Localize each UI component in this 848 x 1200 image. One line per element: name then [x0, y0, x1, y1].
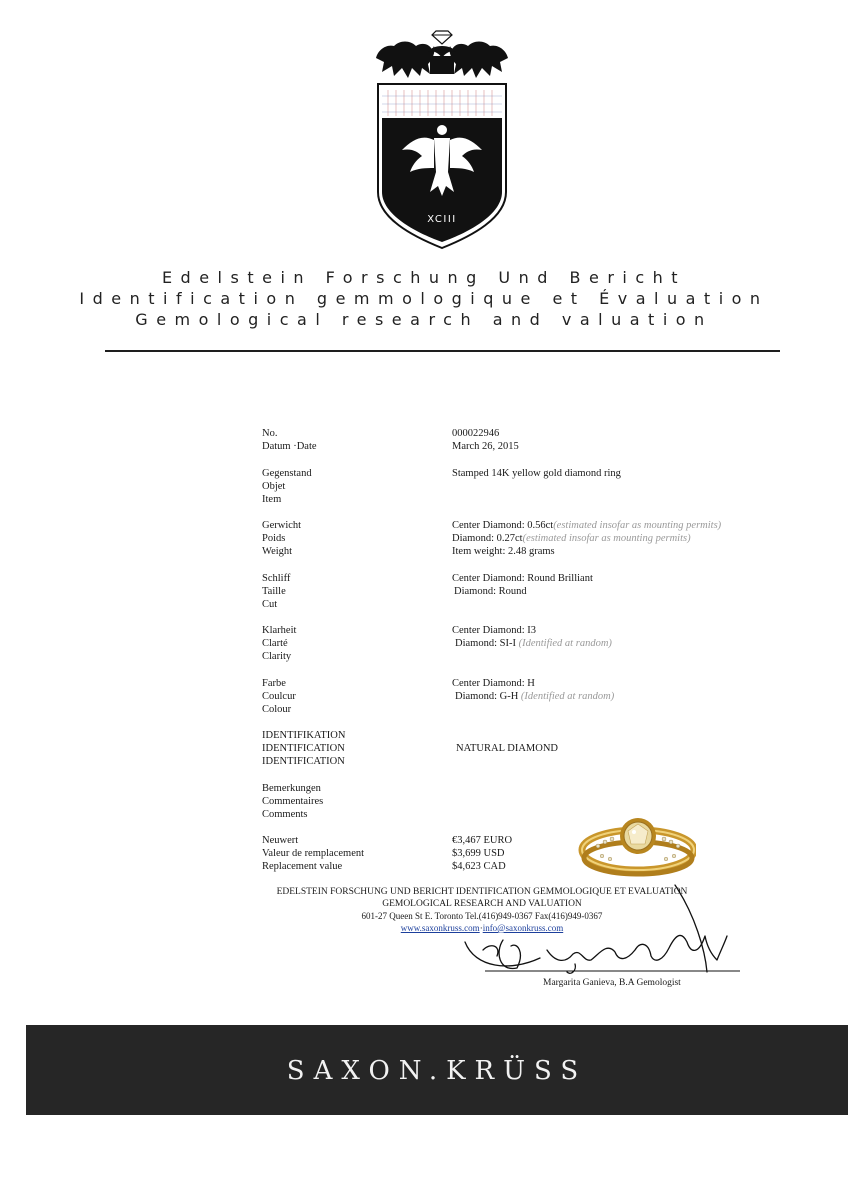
- label-number: No.: [262, 428, 278, 439]
- brand-name: SAXON.KRÜSS: [286, 1056, 588, 1086]
- label-colour-fr: Coulcur: [262, 691, 296, 702]
- title-english: Gemological research and valuation: [135, 310, 713, 329]
- label-value-de: Neuwert: [262, 835, 299, 846]
- label-comments-fr: Commentaires: [262, 796, 324, 807]
- header-divider: [105, 350, 780, 352]
- clarity-diamond: Diamond: SI-I: [455, 638, 516, 649]
- signatory-name: Margarita Ganieva, B.A Gemologist: [543, 978, 681, 988]
- value-usd: $3,699 USD: [452, 848, 505, 859]
- clarity-diamond-row: [455, 637, 612, 650]
- contact-separator: ·: [479, 923, 483, 933]
- label-weight-fr: Poids: [262, 533, 286, 544]
- clarity-note: (Identified at random): [518, 638, 612, 649]
- report-number: 000022946: [452, 428, 500, 439]
- weight-diamond: Diamond: 0.27ct: [452, 533, 523, 544]
- value-euro: €3,467 EURO: [452, 835, 513, 846]
- weight-center-row: [452, 519, 721, 532]
- crest-logo-icon: [372, 22, 512, 252]
- label-date: Datum ·Date: [262, 441, 317, 452]
- identification-value: NATURAL DIAMOND: [456, 743, 558, 754]
- crest-numeral: XCIII: [427, 214, 457, 225]
- weight-diamond-row: [452, 532, 691, 545]
- label-identification-fr: IDENTIFICATION: [262, 743, 345, 754]
- label-cut-de: Schliff: [262, 573, 291, 584]
- colour-center: Center Diamond: H: [452, 678, 535, 689]
- footer-address: 601-27 Queen St E. Toronto Tel.(416)949-0367 Fax(416)949-0367: [361, 911, 603, 921]
- weight-item: Item weight: 2.48 grams: [452, 546, 555, 557]
- label-item-fr: Objet: [262, 481, 286, 492]
- label-colour-en: Colour: [262, 704, 292, 715]
- label-cut-fr: Taille: [262, 586, 286, 597]
- label-comments-en: Comments: [262, 809, 308, 820]
- report-date: March 26, 2015: [452, 441, 519, 452]
- title-german: Edelstein Forschung Und Bericht: [161, 268, 687, 287]
- label-identification-en: IDENTIFICATION: [262, 756, 345, 767]
- label-item-en: Item: [262, 494, 282, 505]
- label-cut-en: Cut: [262, 599, 278, 610]
- ring-photo-icon: [578, 800, 696, 882]
- mantling-ornament-icon: [376, 42, 508, 79]
- signature-icon: [455, 880, 745, 980]
- label-clarity-fr: Clarté: [262, 638, 288, 649]
- label-clarity-en: Clarity: [262, 651, 292, 662]
- website-link[interactable]: www.saxonkruss.com: [400, 923, 480, 933]
- weight-center: Center Diamond: 0.56ct: [452, 520, 554, 531]
- label-identification-de: IDENTIFIKATION: [262, 730, 346, 741]
- weight-center-note: (estimated insofar as mounting permits): [553, 520, 722, 531]
- item-description: Stamped 14K yellow gold diamond ring: [452, 468, 621, 479]
- cut-center: Center Diamond: Round Brilliant: [452, 573, 593, 584]
- label-weight-de: Gerwicht: [262, 520, 302, 531]
- label-clarity-de: Klarheit: [262, 625, 297, 636]
- label-comments-de: Bemerkungen: [262, 783, 321, 794]
- brand-band: [26, 1025, 848, 1115]
- colour-note: (Identified at random): [520, 691, 615, 702]
- title-french: Identification gemmologique et Évaluation: [79, 289, 769, 308]
- weight-diamond-note: (estimated insofar as mounting permits): [522, 533, 691, 544]
- label-value-en: Replacement value: [262, 861, 343, 872]
- label-colour-de: Farbe: [262, 678, 286, 689]
- cut-diamond: Diamond: Round: [454, 586, 527, 597]
- colour-diamond: Diamond: G-H: [455, 691, 519, 702]
- footer-company-name: EDELSTEIN FORSCHUNG UND BERICHT IDENTIFICATION GEMMOLOGIQUE ET EVALUATION: [276, 887, 688, 897]
- label-weight-en: Weight: [262, 546, 293, 557]
- value-cad: $4,623 CAD: [452, 861, 506, 872]
- label-item-de: Gegenstand: [262, 468, 312, 479]
- colour-diamond-row: [455, 690, 614, 703]
- diamond-icon: [432, 31, 452, 44]
- footer-company-subtitle: GEMOLOGICAL RESEARCH AND VALUATION: [382, 899, 582, 909]
- email-link[interactable]: info@saxonkruss.com: [482, 923, 564, 933]
- clarity-center: Center Diamond: I3: [452, 625, 536, 636]
- label-value-fr: Valeur de remplacement: [262, 848, 365, 859]
